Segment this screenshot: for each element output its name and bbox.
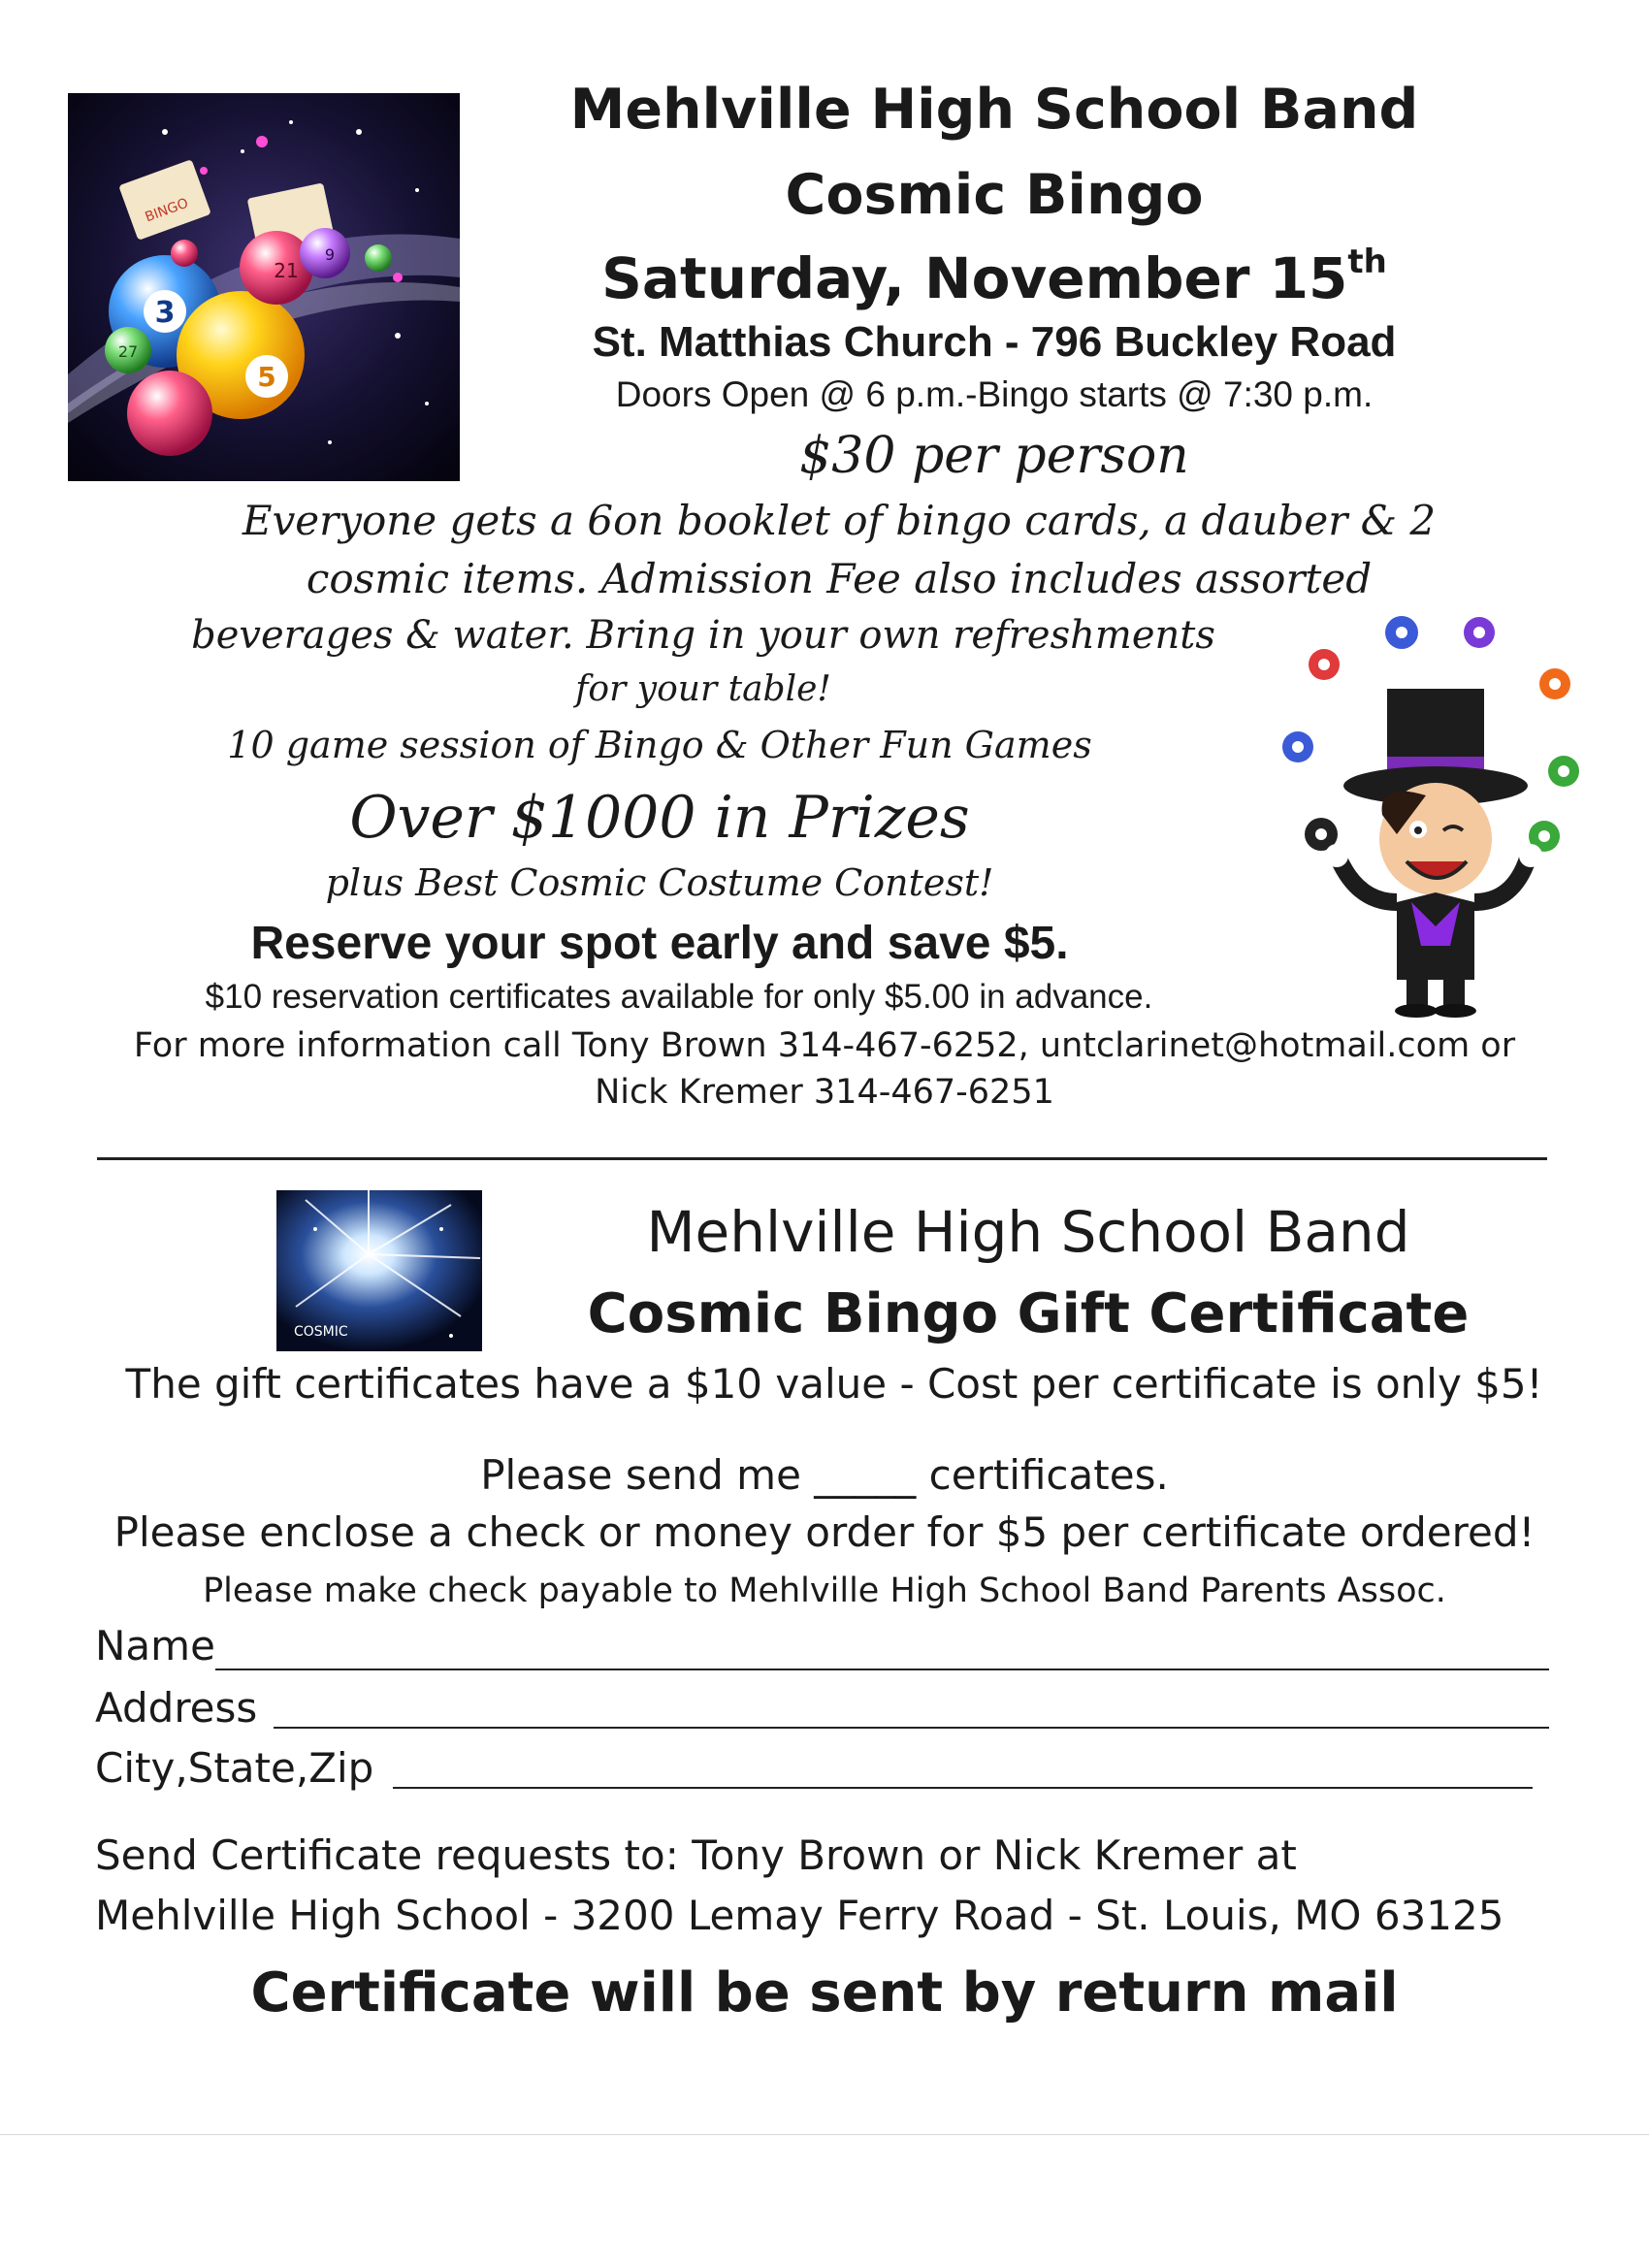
contact-info: For more information call Tony Brown 314-467-6252, untclarinet@hotmail.com or xyxy=(133,1026,1516,1065)
bingo-balls-image xyxy=(68,93,460,481)
ball-number-label: 5 xyxy=(257,361,276,393)
payment-instructions: Please enclose a check or money order for $5 per certificate ordered! xyxy=(113,1508,1536,1556)
flyer-subtitle: Cosmic Bingo xyxy=(785,163,1204,227)
city-state-zip-label: City,State,Zip xyxy=(95,1744,374,1792)
reserve-headline: Reserve your spot early and save $5. xyxy=(250,918,1069,969)
name-field[interactable] xyxy=(215,1669,1549,1670)
ball-number-label: 3 xyxy=(154,296,176,330)
ball-number-label: 9 xyxy=(324,245,336,264)
magician-juggler-image xyxy=(1280,611,1581,1019)
certificate-value: The gift certificates have a $10 value - Cost per certificate is only $5! xyxy=(125,1360,1543,1408)
certificate-quantity-line: Please send me _____ certificates. xyxy=(480,1451,1169,1499)
reservation-info: $10 reservation certificates available for only $5.00 in advance. xyxy=(205,978,1153,1016)
city-state-zip-field[interactable] xyxy=(393,1787,1533,1789)
return-mail-notice: Certificate will be sent by return mail xyxy=(250,1961,1399,2025)
ball-number-label: 21 xyxy=(274,259,299,282)
address-label: Address xyxy=(95,1684,258,1732)
event-price: $30 per person xyxy=(799,427,1189,485)
certificate-subtitle: Cosmic Bingo Gift Certificate xyxy=(587,1282,1470,1345)
description-line: beverages & water. Bring in your own refreshments xyxy=(191,613,1215,658)
flyer-title: Mehlville High School Band xyxy=(569,78,1419,142)
cosmic-logo-image xyxy=(276,1190,482,1351)
costume-contest: plus Best Cosmic Costume Contest! xyxy=(325,861,994,904)
event-times: Doors Open @ 6 p.m.-Bingo starts @ 7:30 p.m. xyxy=(615,374,1374,414)
prizes-headline: Over $1000 in Prizes xyxy=(349,784,970,852)
description-line: Everyone gets a 6on booklet of bingo cards, a dauber & 2 xyxy=(242,497,1437,544)
ball-number-label: 27 xyxy=(117,342,139,361)
description-line: cosmic items. Admission Fee also includes assorted xyxy=(306,555,1373,602)
mailing-address: Mehlville High School - 3200 Lemay Ferry Road - St. Louis, MO 63125 xyxy=(95,1892,1504,1939)
event-date xyxy=(485,243,1504,311)
description-line: 10 game session of Bingo & Other Fun Games xyxy=(227,724,1092,766)
bingo-ticket-label: BINGO xyxy=(143,195,191,226)
cosmic-label: COSMIC xyxy=(294,1324,348,1340)
page-edge xyxy=(0,2134,1649,2135)
name-label: Name xyxy=(95,1622,215,1669)
certificate-title: Mehlville High School Band xyxy=(646,1199,1410,1265)
event-date-suffix: th xyxy=(1347,243,1387,281)
section-divider xyxy=(97,1157,1547,1160)
event-date-text: Saturday, November 15 xyxy=(601,245,1348,311)
contact-info: Nick Kremer 314-467-6251 xyxy=(595,1073,1054,1112)
payable-to: Please make check payable to Mehlville High School Band Parents Assoc. xyxy=(203,1571,1446,1610)
send-requests-line: Send Certificate requests to: Tony Brown or Nick Kremer at xyxy=(95,1831,1297,1879)
event-location: St. Matthias Church - 796 Buckley Road xyxy=(592,318,1397,366)
description-line: for your table! xyxy=(575,669,831,709)
address-field[interactable] xyxy=(274,1727,1549,1729)
